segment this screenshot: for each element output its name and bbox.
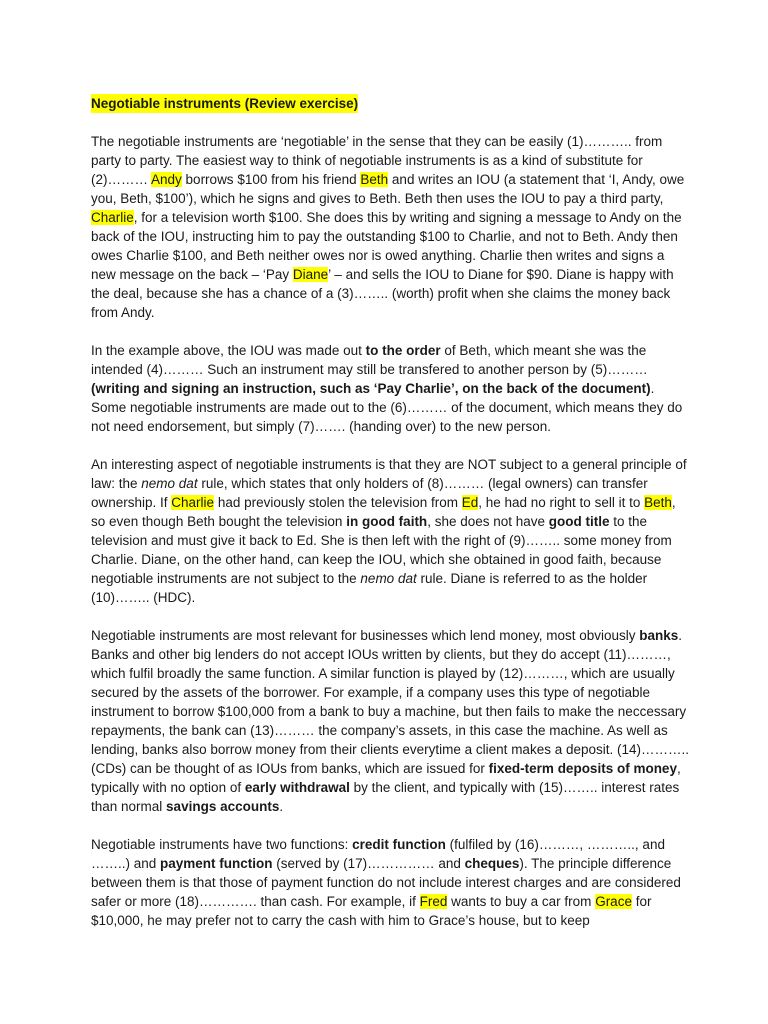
text-run: , so even though Beth bought the television xyxy=(91,495,676,529)
text-run: wants to buy a car from xyxy=(447,894,596,909)
text-run: An interesting aspect of negotiable instruments is that they are NOT subject to a general principle of law: the xyxy=(91,457,687,491)
bold-term: good title xyxy=(548,514,610,529)
bold-term: in good faith xyxy=(346,514,428,529)
text-run: ). The principle difference between them is that those of payment function do not include interest charges and are considered safer or more (18)…………. than cash. For example, if xyxy=(91,856,681,909)
bold-term: savings accounts xyxy=(166,799,280,814)
bold-term: fixed-term deposits of money xyxy=(488,761,677,776)
text-run: . Some negotiable instruments are made out to the (6)……… of the document, which means they do not need endorsement, but simply (7)……. (handing over) to the new person. xyxy=(91,381,683,434)
highlighted-name: Fred xyxy=(419,894,448,909)
highlighted-name: Charlie xyxy=(171,495,215,510)
text-run: Negotiable instruments are most relevant for businesses which lend money, most obviously xyxy=(91,628,640,643)
text-run: and writes an IOU (a statement that ‘I, Andy, owe you, Beth, $100’), which he signs and gives to Beth. Beth then uses the IOU to pay a third party, xyxy=(91,172,685,206)
text-run: (fulfiled by (16)………, ……….., and ……..) and xyxy=(91,837,665,871)
text-run: In the example above, the IOU was made out xyxy=(91,343,366,358)
text-run: . xyxy=(279,799,284,814)
text-run: rule, which states that only holders of (8)……… (legal owners) can transfer ownership. If xyxy=(91,476,648,510)
text-run: , she does not have xyxy=(427,514,549,529)
paragraph-1 xyxy=(91,132,691,322)
text-run: , he had no right to sell it to xyxy=(478,495,645,510)
text-run: by the client, and typically with (15)…….. interest rates than normal xyxy=(91,780,680,814)
document-title: Negotiable instruments (Review exercise) xyxy=(91,96,359,111)
highlighted-name: Beth xyxy=(644,495,672,510)
highlighted-name: Diane xyxy=(292,267,329,282)
bold-term: to the order xyxy=(365,343,441,358)
highlighted-name: Beth xyxy=(360,172,389,187)
text-run: borrows $100 from his friend xyxy=(181,172,361,187)
text-run: (served by (17)…………… and xyxy=(272,856,465,871)
text-run: , typically with no option of xyxy=(91,761,681,795)
highlighted-name: Grace xyxy=(595,894,632,909)
text-run: Negotiable instruments have two functions: xyxy=(91,837,353,852)
italic-term: nemo dat xyxy=(141,476,198,491)
text-run: had previously stolen the television from xyxy=(214,495,462,510)
paragraph-2 xyxy=(91,341,691,436)
paragraph-3 xyxy=(91,455,691,607)
highlighted-name: Andy xyxy=(151,172,182,187)
bold-term: (writing and signing an instruction, such as ‘Pay Charlie’, on the back of the document) xyxy=(91,381,651,396)
text-run: The negotiable instruments are ‘negotiable’ in the sense that they can be easily (1)……….. from party to party. The easiest way to think of negotiable instruments is as a kind of substitute for (2)……… xyxy=(91,134,663,187)
paragraph-5 xyxy=(91,835,691,930)
bold-term: payment function xyxy=(160,856,273,871)
text-run: rule. Diane is referred to as the holder (10)…….. (HDC). xyxy=(91,571,648,605)
text-run: , for a television worth $100. She does this by writing and signing a message to Andy on the back of the IOU, instructing him to pay the outstanding $100 to Charlie, and not to Beth. Andy then owes Charlie $100, and Beth neither owes nor is owed anything. Charlie then writes and signs a new message on the back – ‘Pay xyxy=(91,210,682,282)
document-body xyxy=(91,94,691,949)
italic-term: nemo dat xyxy=(360,571,417,586)
bold-term: cheques xyxy=(464,856,520,871)
text-run: to the television and must give it back to Ed. She is then left with the right of (9)…….. some money from Charlie. Diane, on the other hand, can keep the IOU, which she obtained in good faith, because negotiable instruments are not subject to the xyxy=(91,514,672,586)
text-run: . Banks and other big lenders do not accept IOUs written by clients, but they do accept (11)………, which fulfil broadly the same function. A similar function is played by (12)………, which are usually secured by the assets of the borrower. For example, if a company uses this type of negotiable instrument to borrow $100,000 from a bank to buy a machine, but then fails to make the neccessary repayments, the bank can (13)……… the company’s assets, in this case the machine. As well as lending, banks also borrow money from their clients everytime a client makes a deposit. (14)……….. (CDs) can be thought of as IOUs from banks, which are issued for xyxy=(91,628,690,776)
bold-term: banks xyxy=(639,628,679,643)
paragraph-4 xyxy=(91,626,691,816)
text-run: of Beth, which meant she was the intended (4)……… Such an instrument may still be transfered to another person by (5)……… xyxy=(91,343,648,377)
bold-term: credit function xyxy=(352,837,446,852)
highlighted-name: Charlie xyxy=(91,210,134,225)
highlighted-name: Ed xyxy=(461,495,479,510)
text-run: for $10,000, he may prefer not to carry the cash with him to Grace’s house, but to keep xyxy=(91,894,652,928)
bold-term: early withdrawal xyxy=(244,780,350,795)
text-run: ’ – and sells the IOU to Diane for $90. Diane is happy with the deal, because she has a chance of a (3)…….. (worth) profit when she claims the money back from Andy. xyxy=(91,267,674,320)
